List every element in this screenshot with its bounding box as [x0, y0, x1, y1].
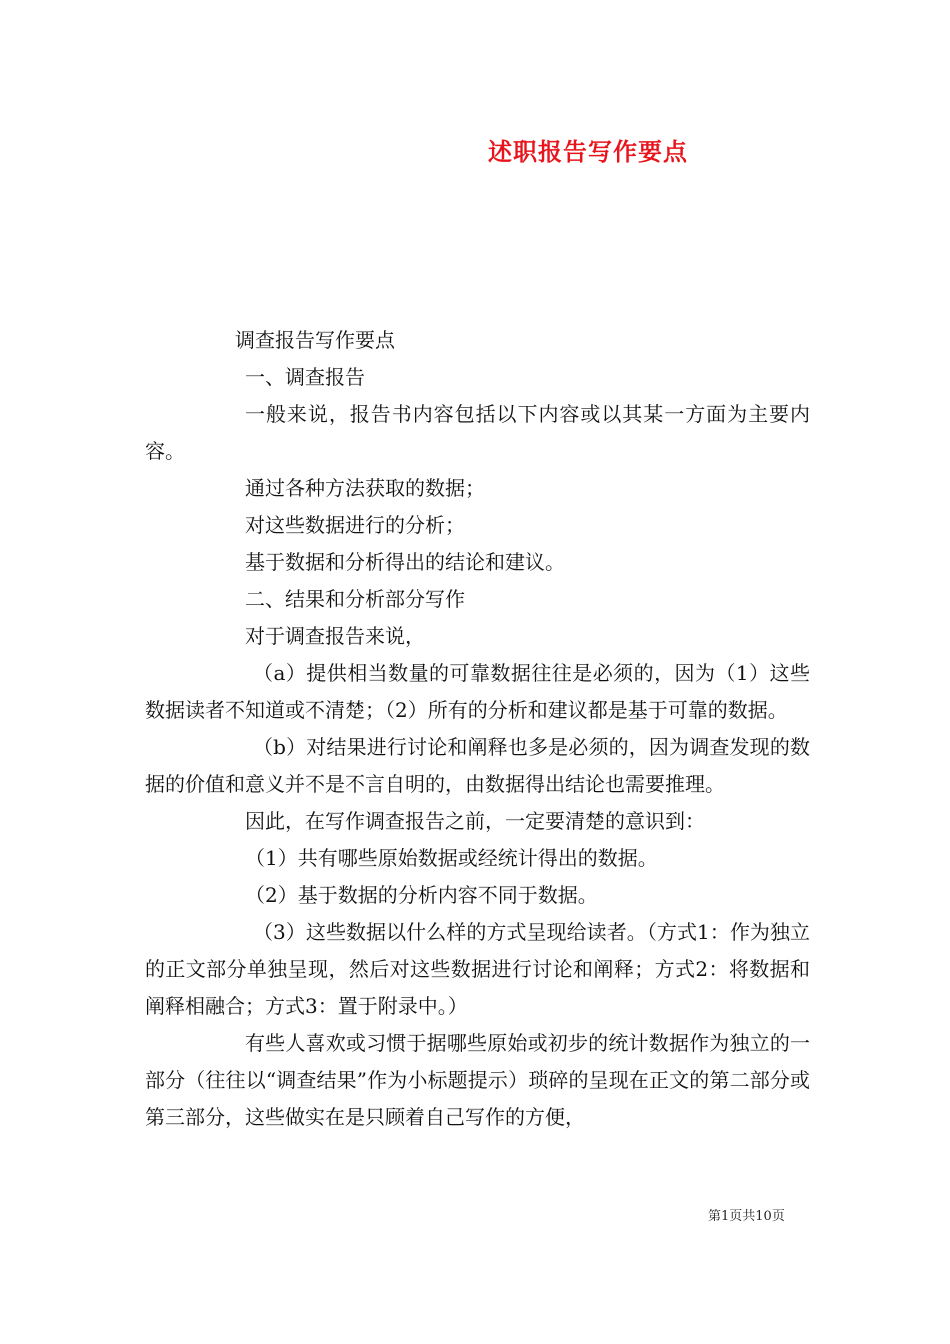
document-title: 述职报告写作要点 [488, 137, 688, 166]
page-footer: 第1页共10页 [708, 1209, 785, 1224]
paragraph: 一般来说，报告书内容包括以下内容或以其某一方面为主要内容。 [145, 402, 810, 463]
list-item: 对这些数据进行的分析； [245, 513, 465, 537]
document-body [145, 322, 810, 1136]
list-item: 基于数据和分析得出的结论和建议。 [245, 550, 565, 574]
paragraph: （3）这些数据以什么样的方式呈现给读者。（方式1：作为独立的正文部分单独呈现，然后对这些数据进行讨论和阐释；方式2：将数据和阐释相融合；方式3：置于附录中。） [145, 920, 810, 1018]
paragraph: 有些人喜欢或习惯于据哪些原始或初步的统计数据作为独立的一部分（往往以“调查结果”作为小标题提示）琐碎的呈现在正文的第二部分或第三部分，这些做实在是只顾着自己写作的方便， [145, 1031, 810, 1129]
section-heading-1: 一、调查报告 [245, 365, 365, 389]
list-item: （1）共有哪些原始数据或经统计得出的数据。 [245, 846, 658, 870]
section-heading-2: 二、结果和分析部分写作 [245, 587, 465, 611]
paragraph: 因此，在写作调查报告之前，一定要清楚的意识到： [245, 809, 705, 833]
paragraph: （a）提供相当数量的可靠数据往往是必须的，因为（1）这些数据读者不知道或不清楚；（2）所有的分析和建议都是基于可靠的数据。 [145, 661, 810, 722]
list-item: （2）基于数据的分析内容不同于数据。 [245, 883, 598, 907]
list-item: 通过各种方法获取的数据； [245, 476, 485, 500]
paragraph: （b）对结果进行讨论和阐释也多是必须的，因为调查发现的数据的价值和意义并不是不言自明的，由数据得出结论也需要推理。 [145, 735, 810, 796]
subtitle: 调查报告写作要点 [235, 328, 395, 352]
paragraph: 对于调查报告来说， [245, 624, 425, 648]
